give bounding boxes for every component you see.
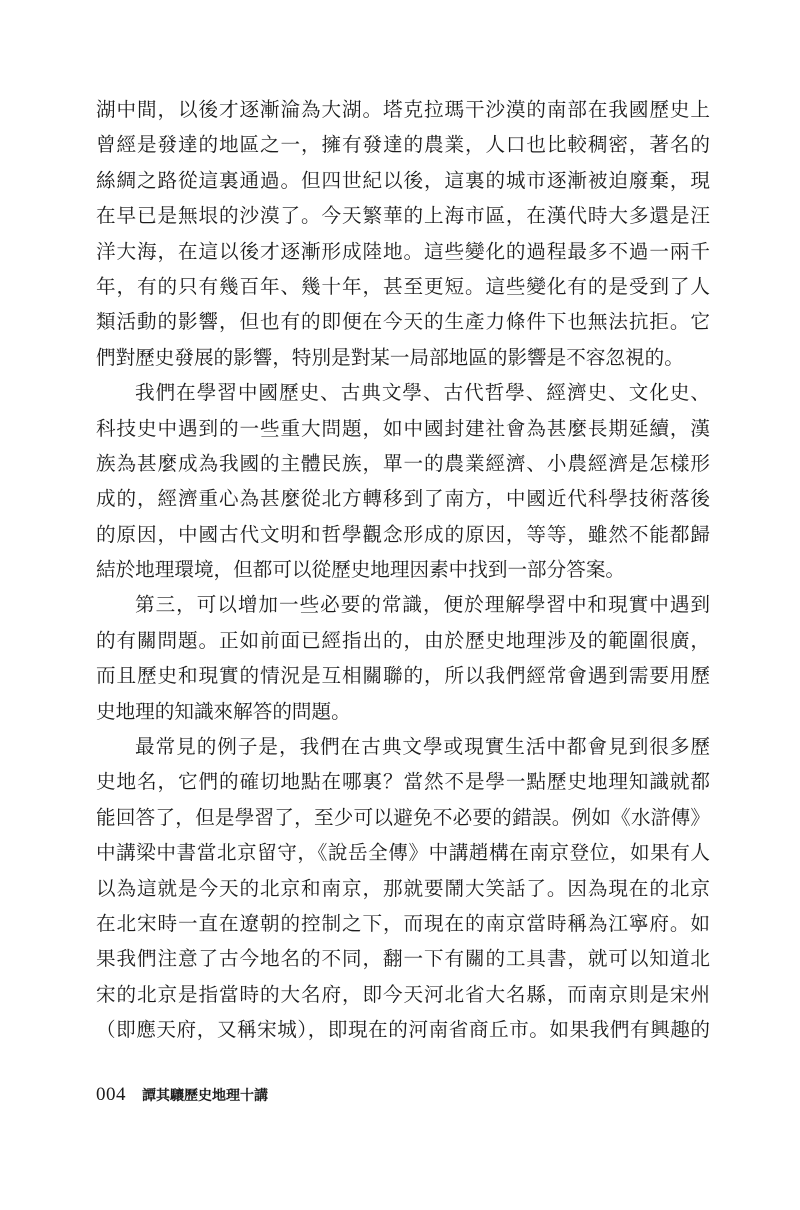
page-number: 004 <box>96 1084 126 1105</box>
text-line: 而且歷史和現實的情況是互相關聯的，所以我們經常會遇到需要用歷 <box>96 664 710 688</box>
text-line: 結於地理環境，但都可以從歷史地理因素中找到一部分答案。 <box>96 558 626 582</box>
text-line: 洋大海，在這以後才逐漸形成陸地。這些變化的過程最多不過一兩千 <box>96 239 710 263</box>
text-line: 的原因，中國古代文明和哲學觀念形成的原因，等等，雖然不能都歸 <box>96 522 710 546</box>
text-line: 最常見的例子是，我們在古典文學或現實生活中都會見到很多歷 <box>135 735 710 759</box>
text-line: 我們在學習中國歷史、古典文學、古代哲學、經濟史、文化史、 <box>135 381 710 405</box>
body-text <box>96 92 710 1048</box>
text-line: 成的，經濟重心為甚麼從北方轉移到了南方，中國近代科學技術落後 <box>96 487 710 511</box>
page-footer <box>96 1083 268 1107</box>
text-line: 宋的北京是指當時的大名府，即今天河北省大名縣，而南京則是宋州 <box>96 982 710 1006</box>
text-line: 絲綢之路從這裏通過。但四世紀以後，這裏的城市逐漸被迫廢棄，現 <box>96 168 710 192</box>
text-line: 史地名，它們的確切地點在哪裏？當然不是學一點歷史地理知識就都 <box>96 770 710 794</box>
text-line: 史地理的知識來解答的問題。 <box>96 699 351 723</box>
text-line: 湖中間，以後才逐漸淪為大湖。塔克拉瑪干沙漠的南部在我國歷史上 <box>96 98 710 121</box>
text-line: （即應天府，又稱宋城），即現在的河南省商丘市。如果我們有興趣的 <box>96 1018 710 1042</box>
text-line: 族為甚麼成為我國的主體民族，單一的農業經濟、小農經濟是怎樣形 <box>96 451 710 475</box>
text-line: 類活動的影響，但也有的即便在今天的生產力條件下也無法抗拒。它 <box>96 310 710 334</box>
text-line: 們對歷史發展的影響，特別是對某一局部地區的影響是不容忽視的。 <box>96 345 684 369</box>
text-line: 能回答了，但是學習了，至少可以避免不必要的錯誤。例如《水滸傳》 <box>96 805 710 829</box>
text-line: 曾經是發達的地區之一，擁有發達的農業，人口也比較稠密，著名的 <box>96 133 710 157</box>
text-line: 第三，可以增加一些必要的常識，便於理解學習中和現實中遇到 <box>135 593 710 617</box>
running-title: 譚其驤歷史地理十講 <box>142 1088 268 1104</box>
text-line: 在北宋時一直在遼朝的控制之下，而現在的南京當時稱為江寧府。如 <box>96 911 710 935</box>
text-line: 年，有的只有幾百年、幾十年，甚至更短。這些變化有的是受到了人 <box>96 274 710 298</box>
text-line: 在早已是無垠的沙漠了。今天繁華的上海市區，在漢代時大多還是汪 <box>96 204 710 228</box>
text-line: 以為這就是今天的北京和南京，那就要鬧大笑話了。因為現在的北京 <box>96 876 710 900</box>
text-line: 的有關問題。正如前面已經指出的，由於歷史地理涉及的範圍很廣， <box>96 628 710 652</box>
text-line: 中講梁中書當北京留守，《說岳全傳》中講趙構在南京登位，如果有人 <box>96 841 710 865</box>
text-line: 果我們注意了古今地名的不同，翻一下有關的工具書，就可以知道北 <box>96 947 710 971</box>
text-line: 科技史中遇到的一些重大問題，如中國封建社會為甚麼長期延續，漢 <box>96 416 710 440</box>
